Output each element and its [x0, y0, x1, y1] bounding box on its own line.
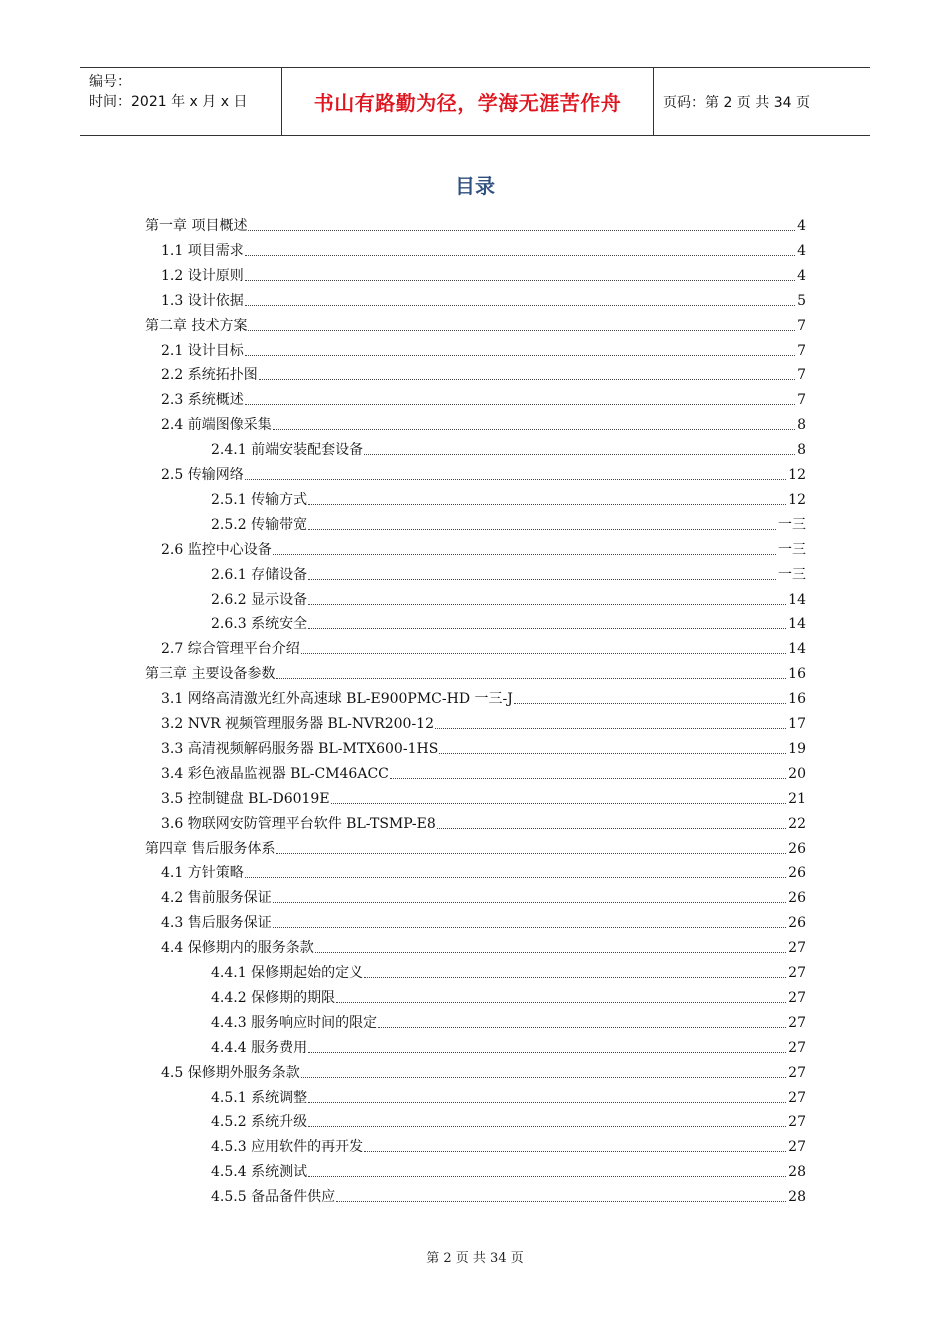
- toc-entry[interactable]: [145, 833, 806, 858]
- toc-entry-page: 一三: [778, 566, 806, 583]
- toc-entry-page: 27: [788, 989, 806, 1006]
- toc-entry-page: 27: [788, 1039, 806, 1056]
- toc-dot-leader: [245, 876, 786, 878]
- toc-entry-label: 2.3 系统概述: [161, 392, 244, 409]
- toc-entry[interactable]: [161, 733, 806, 758]
- toc-entry-label: 2.6.2 显示设备: [211, 591, 308, 608]
- toc-dot-leader: [259, 378, 795, 380]
- toc-entry-label: 2.4.1 前端安装配套设备: [211, 442, 364, 459]
- toc-entry-label: 4.3 售后服务保证: [161, 915, 272, 932]
- toc-entry[interactable]: [161, 409, 806, 434]
- toc-dot-leader: [308, 1125, 786, 1127]
- toc-entry-label: 1.3 设计依据: [161, 292, 244, 309]
- toc-dot-leader: [364, 976, 786, 978]
- toc-entry[interactable]: [145, 210, 806, 235]
- page-footer: 第 2 页 共 34 页: [426, 1251, 524, 1266]
- toc-entry-label: 2.6.3 系统安全: [211, 616, 308, 633]
- toc-dot-leader: [245, 403, 795, 405]
- toc-entry[interactable]: [211, 1131, 806, 1156]
- toc-entry-page: 27: [788, 965, 806, 981]
- header-left-cell: [80, 68, 281, 135]
- toc-entry-page: 一三: [778, 541, 806, 558]
- toc-entry[interactable]: [161, 335, 806, 360]
- toc-entry[interactable]: [211, 1181, 806, 1206]
- toc-entry-label: 4.5.2 系统升级: [211, 1114, 308, 1131]
- toc-entry-label: 2.6.1 存储设备: [211, 566, 308, 583]
- toc-entry[interactable]: [161, 1057, 806, 1082]
- toc-entry-page: 27: [788, 1089, 806, 1106]
- toc-entry-label: 1.2 设计原则: [161, 267, 244, 284]
- toc-dot-leader: [273, 926, 786, 928]
- toc-entry-page: 26: [788, 840, 806, 857]
- toc-entry[interactable]: [161, 857, 806, 882]
- toc-entry[interactable]: [161, 459, 806, 484]
- toc-entry[interactable]: [211, 1156, 806, 1181]
- toc-entry-page: 12: [788, 467, 806, 483]
- toc-entry[interactable]: [161, 758, 806, 783]
- toc-entry-page: 27: [788, 940, 806, 957]
- toc-entry-label: 4.5.1 系统调整: [211, 1089, 308, 1106]
- toc-entry-label: 3.5 控制键盘 BL-D6019E: [161, 790, 330, 807]
- toc-entry-page: 7: [797, 317, 806, 334]
- toc-entry-page: 27: [788, 1114, 806, 1131]
- toc-entry-label: 4.4.1 保修期起始的定义: [211, 965, 364, 981]
- toc-entry-page: 20: [788, 765, 806, 782]
- toc-entry-page: 28: [788, 1164, 806, 1181]
- toc-dot-leader: [273, 428, 795, 430]
- toc-dot-leader: [276, 677, 786, 679]
- toc-dot-leader: [308, 528, 776, 530]
- toc-entry-label: 4.4 保修期内的服务条款: [161, 940, 314, 957]
- document-date: 时间：2021 年 x 月 x 日: [89, 94, 248, 110]
- toc-entry-label: 第一章 项目概述: [145, 218, 248, 234]
- toc-dot-leader: [390, 777, 786, 779]
- toc-entry[interactable]: [161, 907, 806, 932]
- toc-entry[interactable]: [211, 1007, 806, 1032]
- toc-entry-label: 第二章 技术方案: [145, 317, 248, 334]
- toc-entry-page: 4: [797, 242, 806, 259]
- toc-dot-leader: [315, 951, 786, 953]
- toc-dot-leader: [437, 827, 786, 829]
- toc-dot-leader: [308, 1101, 786, 1103]
- toc-entry-label: 4.5 保修期外服务条款: [161, 1064, 300, 1081]
- toc-entry-label: 4.2 售前服务保证: [161, 890, 272, 907]
- toc-entry-label: 2.7 综合管理平台介绍: [161, 641, 300, 658]
- header-motto: 书山有路勤为径，学海无涯苦作舟: [281, 68, 654, 135]
- toc-entry-page: 26: [788, 890, 806, 907]
- toc-dot-leader: [308, 1051, 786, 1053]
- toc-dot-leader: [308, 627, 786, 629]
- toc-entry-label: 2.4 前端图像采集: [161, 417, 272, 434]
- toc-entry-page: 26: [788, 865, 806, 882]
- toc-dot-leader: [336, 1001, 786, 1003]
- page-header: [80, 67, 870, 136]
- toc-dot-leader: [308, 603, 786, 605]
- toc-entry[interactable]: [161, 359, 806, 384]
- toc-entry-label: 1.1 项目需求: [161, 242, 244, 259]
- toc-entry[interactable]: [211, 509, 806, 534]
- toc-entry[interactable]: [161, 932, 806, 957]
- toc-dot-leader: [301, 652, 786, 654]
- toc-dot-leader: [245, 254, 795, 256]
- toc-entry[interactable]: [145, 310, 806, 335]
- toc-entry-page: 5: [797, 292, 806, 309]
- toc-entry-page: 4: [797, 218, 806, 234]
- toc-entry-label: 4.4.4 服务费用: [211, 1039, 308, 1056]
- toc-entry-label: 3.6 物联网安防管理平台软件 BL-TSMP-E8: [161, 815, 436, 832]
- toc-dot-leader: [245, 304, 795, 306]
- toc-entry-page: 12: [788, 491, 806, 508]
- document-number-label: 编号：: [89, 74, 131, 90]
- toc-entry-label: 4.4.3 服务响应时间的限定: [211, 1014, 378, 1031]
- toc-entry-label: 2.2 系统拓扑图: [161, 367, 258, 384]
- toc-entry-label: 3.2 NVR 视频管理服务器 BL-NVR200-12: [161, 716, 434, 732]
- toc-dot-leader: [514, 702, 786, 704]
- toc-dot-leader: [248, 329, 795, 331]
- toc-entry-page: 7: [797, 367, 806, 384]
- toc-entry-label: 3.1 网络高清激光红外高速球 BL-E900PMC-HD 一三-J: [161, 691, 513, 708]
- toc-entry[interactable]: [161, 882, 806, 907]
- toc-dot-leader: [331, 802, 787, 804]
- toc-entry-label: 第四章 售后服务体系: [145, 840, 276, 857]
- toc-entry-page: 16: [788, 666, 806, 683]
- toc-dot-leader: [336, 1200, 786, 1202]
- toc-entry[interactable]: [211, 982, 806, 1007]
- toc-entry[interactable]: [161, 708, 806, 733]
- toc-entry-label: 2.1 设计目标: [161, 342, 244, 359]
- toc-entry-label: 4.1 方针策略: [161, 865, 244, 882]
- toc-entry-label: 4.5.3 应用软件的再开发: [211, 1139, 364, 1156]
- toc-entry[interactable]: [211, 484, 806, 509]
- toc-entry-page: 28: [788, 1189, 806, 1206]
- toc-entry-label: 4.5.5 备品备件供应: [211, 1189, 336, 1206]
- toc-dot-leader: [301, 1076, 786, 1078]
- toc-entry-page: 27: [788, 1139, 806, 1156]
- toc-entry-page: 27: [788, 1064, 806, 1081]
- header-page-info: 页码：第 2 页 共 34 页: [663, 94, 810, 111]
- toc-entry-label: 2.5 传输网络: [161, 467, 244, 483]
- toc-entry[interactable]: [211, 1106, 806, 1131]
- toc-entry-page: 22: [788, 815, 806, 832]
- toc-entry-label: 3.4 彩色液晶监视器 BL-CM46ACC: [161, 765, 389, 782]
- toc-entry-label: 4.4.2 保修期的期限: [211, 989, 336, 1006]
- toc-entry-label: 第三章 主要设备参数: [145, 666, 276, 683]
- toc-entry-page: 17: [788, 716, 806, 732]
- toc-dot-leader: [308, 503, 786, 505]
- toc-entry-page: 14: [788, 641, 806, 658]
- toc-entry-page: 14: [788, 591, 806, 608]
- toc-dot-leader: [248, 229, 795, 231]
- toc-entry[interactable]: [161, 235, 806, 260]
- toc-entry[interactable]: [161, 285, 806, 310]
- toc-entry[interactable]: [145, 658, 806, 683]
- toc-dot-leader: [364, 1150, 786, 1152]
- toc-entry-label: 2.5.1 传输方式: [211, 491, 308, 508]
- toc-dot-leader: [308, 1175, 786, 1177]
- toc-entry-page: 4: [797, 267, 806, 284]
- toc-entry-page: 14: [788, 616, 806, 633]
- toc-dot-leader: [435, 727, 786, 729]
- toc-entry[interactable]: [211, 434, 806, 459]
- toc-entry-page: 16: [788, 691, 806, 708]
- toc-entry[interactable]: [161, 683, 806, 708]
- toc-entry[interactable]: [211, 1032, 806, 1057]
- toc-title: 目录: [455, 174, 495, 198]
- toc-entry-label: 2.5.2 传输带宽: [211, 516, 308, 533]
- toc-dot-leader: [245, 354, 795, 356]
- toc-entry-page: 27: [788, 1014, 806, 1031]
- toc-dot-leader: [439, 752, 786, 754]
- toc-entry-page: 一三: [778, 516, 806, 533]
- toc-entry-label: 3.3 高清视频解码服务器 BL-MTX600-1HS: [161, 740, 439, 757]
- toc-entry-label: 2.6 监控中心设备: [161, 541, 272, 558]
- toc-entry[interactable]: [161, 783, 806, 808]
- toc-entry[interactable]: [211, 957, 806, 982]
- toc-dot-leader: [364, 453, 795, 455]
- toc-entry[interactable]: [211, 608, 806, 633]
- toc-dot-leader: [276, 852, 786, 854]
- toc-dot-leader: [273, 901, 786, 903]
- toc-dot-leader: [378, 1026, 786, 1028]
- toc-entry-page: 26: [788, 915, 806, 932]
- toc-entry[interactable]: [161, 633, 806, 658]
- toc-dot-leader: [245, 279, 795, 281]
- toc-entry-page: 8: [797, 442, 806, 459]
- toc-entry[interactable]: [211, 1082, 806, 1107]
- toc-entry-page: 7: [797, 342, 806, 359]
- toc-dot-leader: [245, 478, 786, 480]
- toc-dot-leader: [308, 578, 776, 580]
- toc-dot-leader: [273, 553, 776, 555]
- toc-entry-page: 19: [788, 740, 806, 757]
- toc-entry-page: 21: [788, 790, 806, 807]
- toc-entry-page: 7: [797, 392, 806, 409]
- toc-entry[interactable]: [211, 584, 806, 609]
- toc-entry-page: 8: [797, 417, 806, 434]
- toc-entry[interactable]: [161, 808, 806, 833]
- toc-entry[interactable]: [161, 384, 806, 409]
- toc-entry[interactable]: [211, 559, 806, 584]
- toc-entry[interactable]: [161, 534, 806, 559]
- toc-entry-label: 4.5.4 系统测试: [211, 1164, 308, 1181]
- toc-entry[interactable]: [161, 260, 806, 285]
